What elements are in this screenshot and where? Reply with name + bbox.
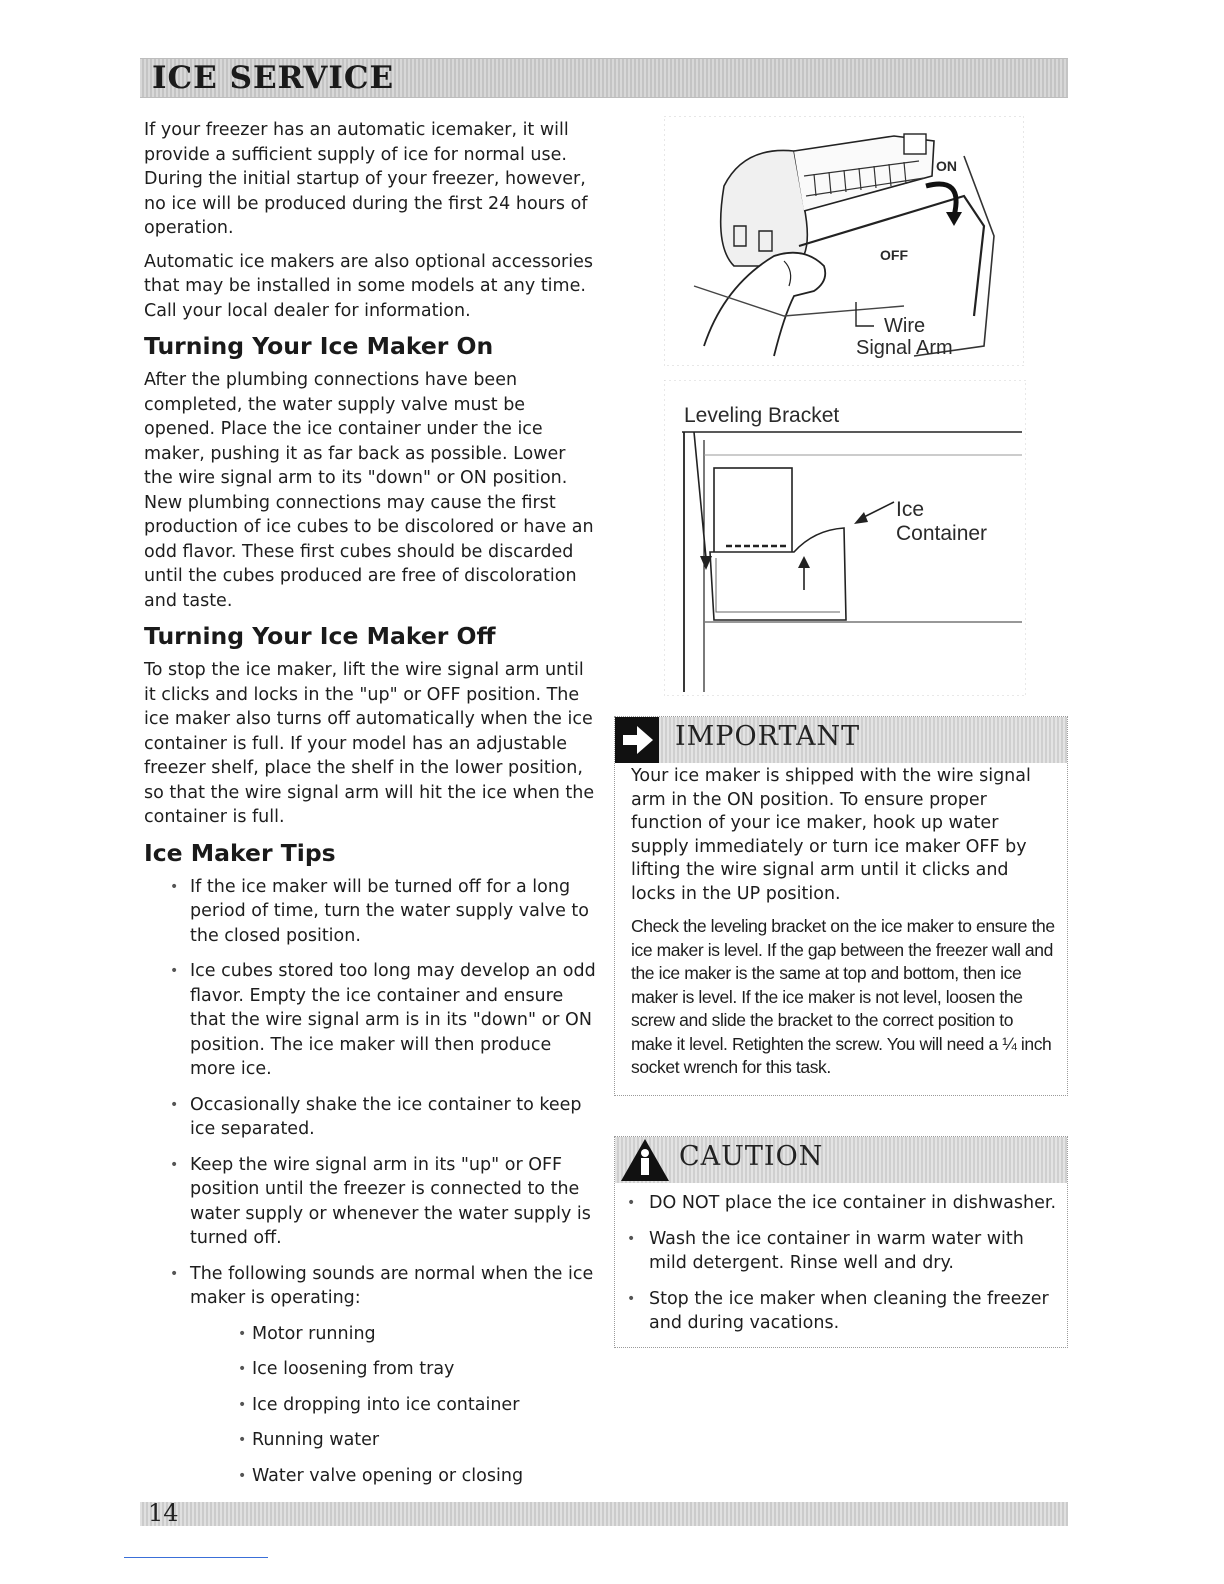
- ice-maker-arm-illustration: [664, 116, 1024, 366]
- arrow-right-icon: [615, 717, 659, 763]
- important-paragraph-2: Check the leveling bracket on the ice maker to ensure the ice maker is level. If the gap between the freezer wall and the ice maker is the same at top and bottom, then ice maker is level. If the ice maker is not level, loosen the screw and slide the bracket to the correct position to make it level. Retighten the screw. You will need a ¼ inch socket wrench for this task.: [631, 916, 1055, 1077]
- sound-item: • Motor running: [144, 1322, 596, 1347]
- page-number: 14: [148, 1499, 179, 1527]
- page-title: ICE SERVICE: [152, 60, 395, 96]
- leveling-bracket-label: Leveling Bracket: [684, 404, 840, 427]
- sound-item: • Water valve opening or closing: [144, 1464, 596, 1489]
- off-label: OFF: [880, 247, 908, 263]
- left-column: [144, 118, 596, 1499]
- tips-heading: Ice Maker Tips: [144, 838, 336, 867]
- container-label: Container: [896, 522, 988, 545]
- footer-bar: [140, 1499, 1068, 1527]
- turning-off-text: To stop the ice maker, lift the wire signal arm until it clicks and locks in the "up" or OFF position. The ice maker also turns off automatically when the ice container is full. If your model has an adjustable freezer shelf, place the shelf in the lower position, so that the wire signal arm will hit the ice when the container is full.: [144, 660, 595, 827]
- warning-person-icon: [619, 1137, 671, 1183]
- caution-item: • DO NOT place the ice container in dishwasher.: [615, 1191, 1067, 1216]
- intro-paragraph-1: If your freezer has an automatic icemaker, it will provide a sufficient supply of ice for normal use. During the initial startup of your freezer, however, no ice will be produced during the first 24 hours of operation.: [144, 120, 588, 238]
- tip-item: • Occasionally shake the ice container to keep ice separated.: [144, 1093, 596, 1142]
- tip-item: • The following sounds are normal when the ice maker is operating:: [144, 1262, 596, 1311]
- section-title-bar: [140, 58, 1068, 98]
- important-body: [615, 763, 1067, 1095]
- important-title: IMPORTANT: [675, 721, 861, 752]
- on-label: ON: [936, 158, 957, 174]
- leveling-bracket-illustration: [664, 380, 1026, 696]
- tip-item: • If the ice maker will be turned off for a long period of time, turn the water supply valve to the closed position.: [144, 875, 596, 949]
- wire-label: Wire: [884, 315, 926, 337]
- sound-item: • Running water: [144, 1428, 596, 1453]
- turning-off-heading: Turning Your Ice Maker Off: [144, 622, 496, 650]
- signal-arm-label: Signal Arm: [856, 337, 953, 359]
- caution-item: • Wash the ice container in warm water with mild detergent. Rinse well and dry.: [615, 1227, 1067, 1276]
- caution-item: • Stop the ice maker when cleaning the freezer and during vacations.: [615, 1287, 1067, 1336]
- sound-item: • Ice loosening from tray: [144, 1357, 596, 1382]
- caution-header: [615, 1137, 1067, 1183]
- tip-item: • Ice cubes stored too long may develop an odd flavor. Empty the ice container and ensure that the wire signal arm is in its "down" or ON position. The ice maker will then produce more ice.: [144, 959, 596, 1082]
- important-paragraph-1: Your ice maker is shipped with the wire signal arm in the ON position. To ensure proper function of your ice maker, hook up water supply immediately or turn ice maker OFF by lifting the wire signal arm until it clicks and locks in the UP position.: [631, 766, 1031, 904]
- intro-paragraph-2: Automatic ice makers are also optional accessories that may be installed in some models at any time. Call your local dealer for information.: [144, 251, 593, 321]
- tips-list: [144, 875, 596, 1311]
- turning-on-text: After the plumbing connections have been completed, the water supply valve must be opened. Place the ice container under the ice maker, pushing it as far back as possible. Lower the wire signal arm to its "down" or ON position. New plumbing connections may cause the first production of ice cubes to be discolored or have an odd flavor. These first cubes should be discarded until the cubes produced are free of discoloration and taste.: [144, 370, 594, 611]
- divider-line: [124, 1557, 268, 1558]
- caution-notice: [614, 1136, 1068, 1348]
- tip-item: • Keep the wire signal arm in its "up" or OFF position until the freezer is connected to the water supply or whenever the water supply is turned off.: [144, 1153, 596, 1251]
- important-notice: [614, 716, 1068, 1096]
- important-header: [615, 717, 1067, 763]
- caution-title: CAUTION: [679, 1141, 824, 1172]
- ice-label: Ice: [896, 498, 925, 521]
- sound-item: • Ice dropping into ice container: [144, 1393, 596, 1418]
- sounds-list: [144, 1322, 596, 1489]
- turning-on-heading: Turning Your Ice Maker On: [144, 332, 494, 360]
- caution-list: [615, 1191, 1067, 1336]
